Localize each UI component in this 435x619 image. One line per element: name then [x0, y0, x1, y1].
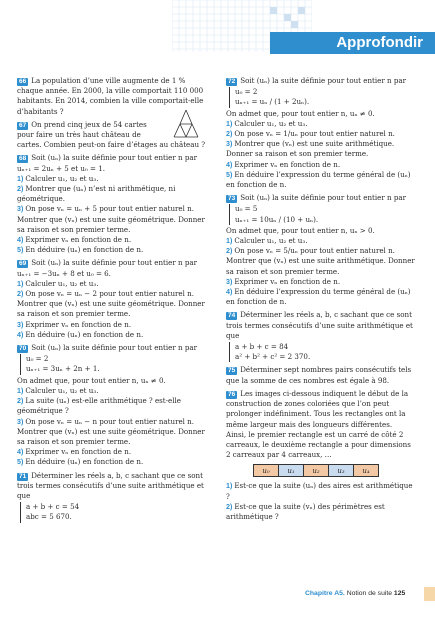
- exercise-text: 73 Soit (uₙ) la suite définie pour tout entier n par: [228, 193, 406, 203]
- question: 5) En déduire (uₙ) en fonction de n.: [17, 245, 144, 255]
- page-number: 125: [393, 590, 406, 597]
- question-number: 4): [226, 288, 233, 297]
- strip-cell: u₄: [353, 464, 379, 477]
- question-number: 3): [17, 417, 24, 426]
- exercise-70: [17, 343, 207, 467]
- question-number: 2): [226, 247, 233, 256]
- question: 1) Calculer u₁, u₂ et u₃.: [17, 385, 99, 395]
- exercise-text: Ainsi, le premier rectangle est un carré de côté 2 carreaux, le deuxième rectangle a pour dimensions 2 carreaux par 4 carreaux, …: [226, 429, 411, 460]
- corner-decoration: [424, 587, 435, 601]
- question: 3) On pose vₙ = uₙ + 5 pour tout entier naturel n. Montrer que (vₙ) est une suite géométrique. Donner sa raison et son premier terme.: [17, 204, 205, 234]
- equation: uₙ₊₁ = uₙ / (1 + 2uₙ).: [235, 97, 310, 107]
- exercise-text: 71 Déterminer les réels a, b, c sachant que ce sont trois termes consécutifs d’une suite arithmétique et que: [17, 470, 204, 500]
- exercise-69: [17, 258, 207, 340]
- exercise-67: [17, 120, 207, 151]
- exercise-number: 66: [19, 78, 27, 85]
- exercise-number: 72: [228, 78, 236, 85]
- exercise-text: 74 Déterminer les réels a, b, c sachant que ce sont trois termes consécutifs d’une suite arithmétique et que: [226, 310, 413, 340]
- exercise-76: [226, 389, 416, 522]
- question: 5) En déduire l’expression du terme général de (uₙ) en fonction de n.: [226, 169, 411, 190]
- equation-system: [229, 204, 416, 224]
- question: 1) Calculer u₁, u₂ et u₃.: [226, 118, 308, 128]
- exercise-number: 68: [19, 155, 27, 163]
- equation: u₀ = 2: [26, 354, 49, 364]
- question: 4) Exprimer vₙ en fonction de n.: [17, 235, 132, 245]
- exercise-72: [226, 76, 416, 190]
- equation-system: [229, 342, 416, 362]
- right-column: [226, 76, 416, 525]
- question-number: 4): [17, 236, 24, 245]
- exercise-number: 69: [19, 260, 27, 268]
- exercise-text: 75 Déterminer sept nombres pairs consécutifs tels que la somme de ces nombres est égale à 98.: [226, 365, 412, 385]
- exercise-text: 67 On prend cinq jeux de 54 cartes pour faire un très haut château de cartes. Combien peut-on faire d’étages au château ?: [17, 120, 207, 151]
- exercise-number: 71: [19, 472, 27, 480]
- question-number: 4): [17, 448, 24, 457]
- question: 3) Montrer que (vₙ) est une suite arithmétique. Donner sa raison et son premier terme.: [226, 139, 395, 159]
- question-number: 4): [226, 160, 233, 169]
- question-number: 2): [17, 290, 24, 299]
- equation: u₀ = 5: [235, 204, 258, 214]
- question: 5) En déduire (uₙ) en fonction de n.: [17, 457, 144, 467]
- question-number: 3): [17, 320, 24, 329]
- equation-system: [229, 87, 416, 107]
- question-number: 3): [226, 277, 233, 286]
- question-number: 1): [17, 174, 24, 183]
- equation: abc = 5 670.: [26, 512, 72, 522]
- exercise-71: [17, 471, 207, 523]
- exercise-text: 76 Les images ci-dessous indiquent le début de la construction de zones coloriées que l’on peut prolonger indéfiniment. Tous les rectangles ont la même largeur mais des longueurs différentes.: [226, 388, 409, 429]
- exercise-number: 75: [228, 367, 236, 375]
- equation: a + b + c = 84: [235, 342, 289, 352]
- question: 1) Est-ce que la suite (uₙ) des aires est arithmétique ?: [226, 481, 413, 501]
- footer-chapter: Chapitre A5.: [305, 590, 345, 597]
- question: 1) Calculer u₁, u₂ et u₃.: [17, 278, 99, 288]
- exercise-number: 70: [19, 345, 27, 353]
- equation: u₀ = 2: [235, 87, 258, 97]
- equation-system: [20, 354, 207, 374]
- question: 4) En déduire l’expression du terme général de (uₙ) en fonction de n.: [226, 287, 411, 307]
- exercise-number: 76: [228, 390, 236, 398]
- question-number: 1): [226, 237, 233, 246]
- equation: uₙ₊₁ = 3uₙ + 2n + 1.: [26, 364, 100, 374]
- exercise-text: 69 Soit (uₙ) la suite définie pour tout entier n par uₙ₊₁ = −3uₙ + 8 et u₀ = 6.: [17, 258, 197, 278]
- question: 1) Calculer u₁, u₂ et u₃.: [17, 173, 99, 183]
- exercise-text: 72 Soit (uₙ) la suite définie pour tout entier n par: [228, 76, 406, 85]
- question: 4) En déduire (uₙ) en fonction de n.: [17, 329, 144, 339]
- question: 4) Exprimer vₙ en fonction de n.: [17, 447, 132, 457]
- question: 2) On pose vₙ = 1/uₙ pour tout entier naturel n.: [226, 129, 395, 139]
- exercise-75: [226, 365, 416, 385]
- exercise-note: On admet que, pour tout entier n, uₙ > 0.: [226, 225, 375, 235]
- exercise-note: On admet que, pour tout entier n, uₙ ≠ 0.: [17, 375, 166, 385]
- strip-cell: u₀: [253, 464, 279, 477]
- section-banner: Approfondir: [270, 32, 435, 54]
- question-number: 1): [17, 386, 24, 395]
- question-number: 4): [17, 330, 24, 339]
- question-number: 1): [226, 482, 233, 491]
- card-castle-icon: [167, 108, 205, 138]
- question-number: 2): [17, 397, 24, 406]
- question-number: 1): [226, 119, 233, 128]
- area-strip: [254, 464, 416, 477]
- exercise-74: [226, 310, 416, 362]
- question-number: 2): [226, 502, 233, 511]
- equation: uₙ₊₁ = 10uₙ / (10 + uₙ).: [235, 214, 319, 224]
- exercise-68: [17, 153, 207, 255]
- question: 2) La suite (uₙ) est-elle arithmétique ? est-elle géométrique ?: [17, 396, 181, 416]
- exercise-number: 73: [228, 195, 236, 203]
- strip-cell: u₃: [328, 464, 354, 477]
- equation-system: [20, 502, 207, 522]
- question: 4) Exprimer vₙ en fonction de n.: [226, 159, 341, 169]
- question: 1) Calculer u₁, u₂ et u₃.: [226, 236, 308, 246]
- question: 2) On pose vₙ = uₙ − 2 pour tout entier naturel n. Montrer que (vₙ) est une suite géométrique. Donner sa raison et son premier terme.: [17, 289, 205, 319]
- question-number: 2): [226, 130, 233, 139]
- equation: a + b + c = 54: [26, 502, 80, 512]
- page-footer: [305, 590, 405, 597]
- exercise-text: 66 La population d’une ville augmente de 1 % chaque année. En 2000, la ville comportait 110 000 habitants. En 2014, combien la ville comportait-elle d’habitants ?: [17, 76, 204, 116]
- exercise-note: On admet que, pour tout entier n, uₙ ≠ 0.: [226, 108, 375, 118]
- left-column: [17, 76, 207, 526]
- question-number: 5): [17, 246, 24, 255]
- exercise-text: 70 Soit (uₙ) la suite définie pour tout entier n par: [19, 343, 197, 353]
- equation: a² + b² + c² = 2 370.: [235, 352, 311, 362]
- question: 2) Est-ce que la suite (vₙ) des périmètres est arithmétique ?: [226, 501, 385, 521]
- question-number: 3): [17, 205, 24, 214]
- exercise-number: 74: [228, 312, 236, 320]
- question: 2) On pose vₙ = 5/uₙ pour tout entier naturel n. Montrer que (vₙ) est une suite arithmétique. Donner sa raison et son premier terme.: [226, 246, 415, 276]
- exercise-text: 68 Soit (uₙ) la suite définie pour tout entier n par uₙ₊₁ = 2uₙ + 5 et u₀ = 1.: [17, 153, 197, 173]
- question-number: 5): [17, 458, 24, 467]
- question: 3) Exprimer vₙ en fonction de n.: [17, 319, 132, 329]
- exercise-number: 67: [19, 121, 27, 129]
- question-number: 3): [226, 140, 233, 149]
- strip-cell: u₁: [278, 464, 304, 477]
- exercise-73: [226, 193, 416, 307]
- question-number: 2): [17, 185, 24, 194]
- question: 3) Exprimer vₙ en fonction de n.: [226, 276, 341, 286]
- strip-cell: u₂: [303, 464, 329, 477]
- footer-title: Notion de suite: [346, 590, 393, 597]
- question: 2) Montrer que (uₙ) n’est ni arithmétique, ni géométrique.: [17, 184, 176, 204]
- question: 3) On pose vₙ = uₙ − n pour tout entier naturel n. Montrer que (vₙ) est une suite géométrique. Donner sa raison et son premier terme.: [17, 416, 205, 446]
- question-number: 1): [17, 279, 24, 288]
- question-number: 5): [226, 170, 233, 179]
